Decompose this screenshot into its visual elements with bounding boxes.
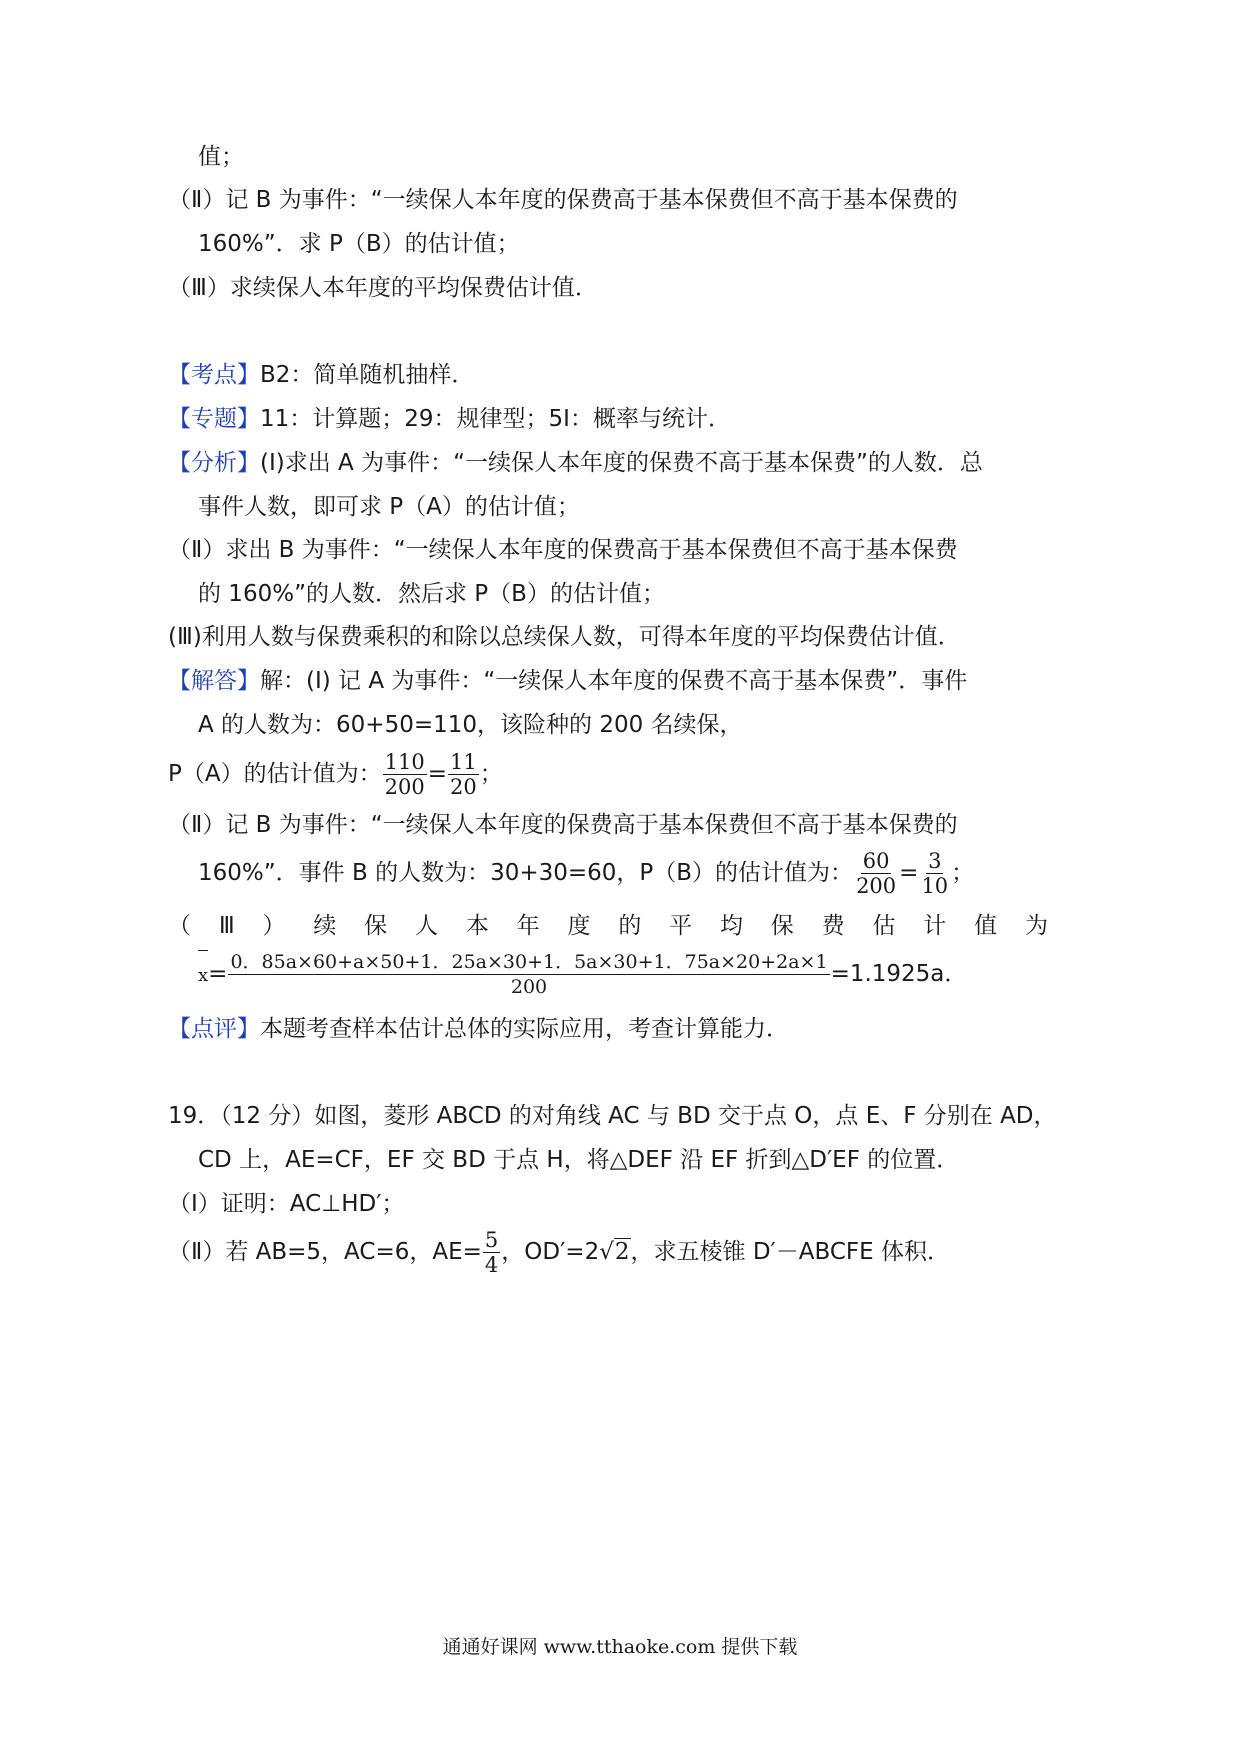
fraction-denominator: 10 — [921, 874, 949, 898]
fraction-numerator: 3 — [928, 849, 942, 873]
char: 保 — [770, 913, 794, 939]
fraction-numerator: 5 — [484, 1228, 499, 1252]
fraction — [854, 849, 898, 898]
fraction-numerator: 0．85a×60+a×50+1．25a×30+1．5a×30+1．75a×20+2a×1 — [230, 951, 828, 973]
fraction-denominator: 4 — [484, 1253, 499, 1277]
text-line: 160%”．求 P（B）的估计值； — [198, 231, 520, 257]
char: 估 — [872, 913, 896, 939]
dianping-tag: 【点评】 — [168, 1016, 260, 1042]
sqrt-symbol: √2 — [599, 1239, 630, 1265]
equals-sign: = — [899, 860, 919, 886]
char: 值 — [974, 913, 998, 939]
fraction-denominator: 200 — [856, 874, 897, 898]
pb-formula-line — [198, 847, 974, 899]
mean-fraction — [228, 950, 829, 999]
text-line: （Ⅱ）求出 B 为事件：“一续保人本年度的保费高于基本保费但不高于基本保费 — [168, 537, 958, 563]
char: 人 — [415, 913, 438, 939]
text-line: A 的人数为：60+50=110，该险种的 200 名续保， — [198, 712, 743, 738]
q19-part2-prefix: （Ⅱ）若 AB=5，AC=6，AE= — [168, 1239, 482, 1265]
kaodian-text: B2：简单随机抽样． — [260, 362, 475, 388]
fraction — [919, 849, 950, 898]
char: 为 — [1024, 913, 1048, 939]
sqrt-radicand: 2 — [614, 1239, 630, 1265]
jieda-text: 解：(Ⅰ) 记 A 为事件：“一续保人本年度的保费不高于基本保费”．事件 — [260, 668, 968, 694]
q19-part2-mid: ，OD′=2 — [501, 1239, 600, 1265]
justified-line-iii — [168, 911, 1048, 941]
q19-part2-suffix: ，求五棱锥 D′－ABCFE 体积． — [630, 1239, 950, 1265]
fraction — [448, 750, 479, 799]
text-line: (Ⅲ)利用人数与保费乘积的和除以总续保人数，可得本年度的平均保费估计值． — [168, 624, 961, 650]
pb-prefix: 160%”．事件 B 的人数为：30+30=60，P（B）的估计值为： — [198, 860, 854, 886]
zhuanti-line — [168, 404, 731, 434]
mean-formula-line — [198, 946, 967, 1004]
fraction — [483, 1228, 500, 1277]
fraction-denominator: 200 — [384, 775, 425, 799]
kaodian-line — [168, 360, 474, 390]
jieda-line — [168, 666, 967, 696]
char: Ⅲ — [218, 913, 235, 939]
char: ） — [262, 913, 286, 939]
text-line: （Ⅱ）记 B 为事件：“一续保人本年度的保费高于基本保费但不高于基本保费的 — [168, 187, 958, 213]
char: （ — [168, 913, 191, 939]
text-line: CD 上，AE=CF，EF 交 BD 于点 H，将△DEF 沿 EF 折到△D′EF 的位置． — [198, 1147, 960, 1173]
question-19-line: 19．（12 分）如图，菱形 ABCD 的对角线 AC 与 BD 交于点 O，点 E、F 分别在 AD， — [168, 1103, 1057, 1129]
dianping-text: 本题考查样本估计总体的实际应用，考查计算能力． — [260, 1016, 789, 1042]
char: 平 — [669, 913, 693, 939]
char: 本 — [465, 913, 489, 939]
char: 度 — [567, 913, 591, 939]
jieda-tag: 【解答】 — [168, 668, 260, 694]
semicolon: ； — [951, 860, 975, 886]
kaodian-tag: 【考点】 — [168, 362, 260, 388]
fraction-numerator: 110 — [384, 750, 425, 774]
dianping-line — [168, 1014, 789, 1044]
pa-formula-line — [168, 748, 503, 800]
char: 的 — [618, 913, 642, 939]
zhuanti-tag: 【专题】 — [168, 406, 260, 432]
char: 保 — [364, 913, 388, 939]
x-bar-symbol: x — [198, 948, 208, 1004]
fenxi-text: (Ⅰ)求出 A 为事件：“一续保人本年度的保费不高于基本保费”的人数．总 — [260, 450, 983, 476]
equals-sign: = — [208, 961, 228, 987]
text-line: 值； — [198, 144, 244, 170]
zhuanti-text: 11：计算题；29：规律型；5I：概率与统计． — [260, 406, 731, 432]
semicolon: ； — [479, 761, 503, 787]
fenxi-tag: 【分析】 — [168, 450, 260, 476]
equals-sign: = — [427, 761, 447, 787]
text-line: 的 160%”的人数．然后求 P（B）的估计值； — [198, 581, 665, 607]
text-line: （Ⅲ）求续保人本年度的平均保费估计值． — [168, 275, 598, 301]
fraction-denominator: 20 — [449, 775, 477, 799]
text-line: （Ⅰ）证明：AC⊥HD′； — [168, 1191, 405, 1217]
mean-result: =1.1925a． — [830, 961, 968, 987]
fraction-numerator: 11 — [449, 750, 477, 774]
pa-prefix: P（A）的估计值为： — [168, 761, 382, 787]
char: 费 — [821, 913, 845, 939]
text-line: （Ⅱ）记 B 为事件：“一续保人本年度的保费高于基本保费但不高于基本保费的 — [168, 812, 958, 838]
page-footer: 通通好课网 www.tthaoke.com 提供下载 — [442, 1636, 798, 1658]
fraction-numerator: 60 — [862, 849, 890, 873]
fraction-denominator: 200 — [510, 976, 548, 998]
q19-part2-line — [168, 1224, 950, 1280]
fenxi-line — [168, 448, 983, 478]
text-line: 事件人数，即可求 P（A）的估计值； — [198, 494, 580, 520]
char: 均 — [719, 913, 743, 939]
char: 续 — [313, 913, 337, 939]
char: 计 — [923, 913, 947, 939]
fraction — [383, 750, 427, 799]
char: 年 — [516, 913, 540, 939]
